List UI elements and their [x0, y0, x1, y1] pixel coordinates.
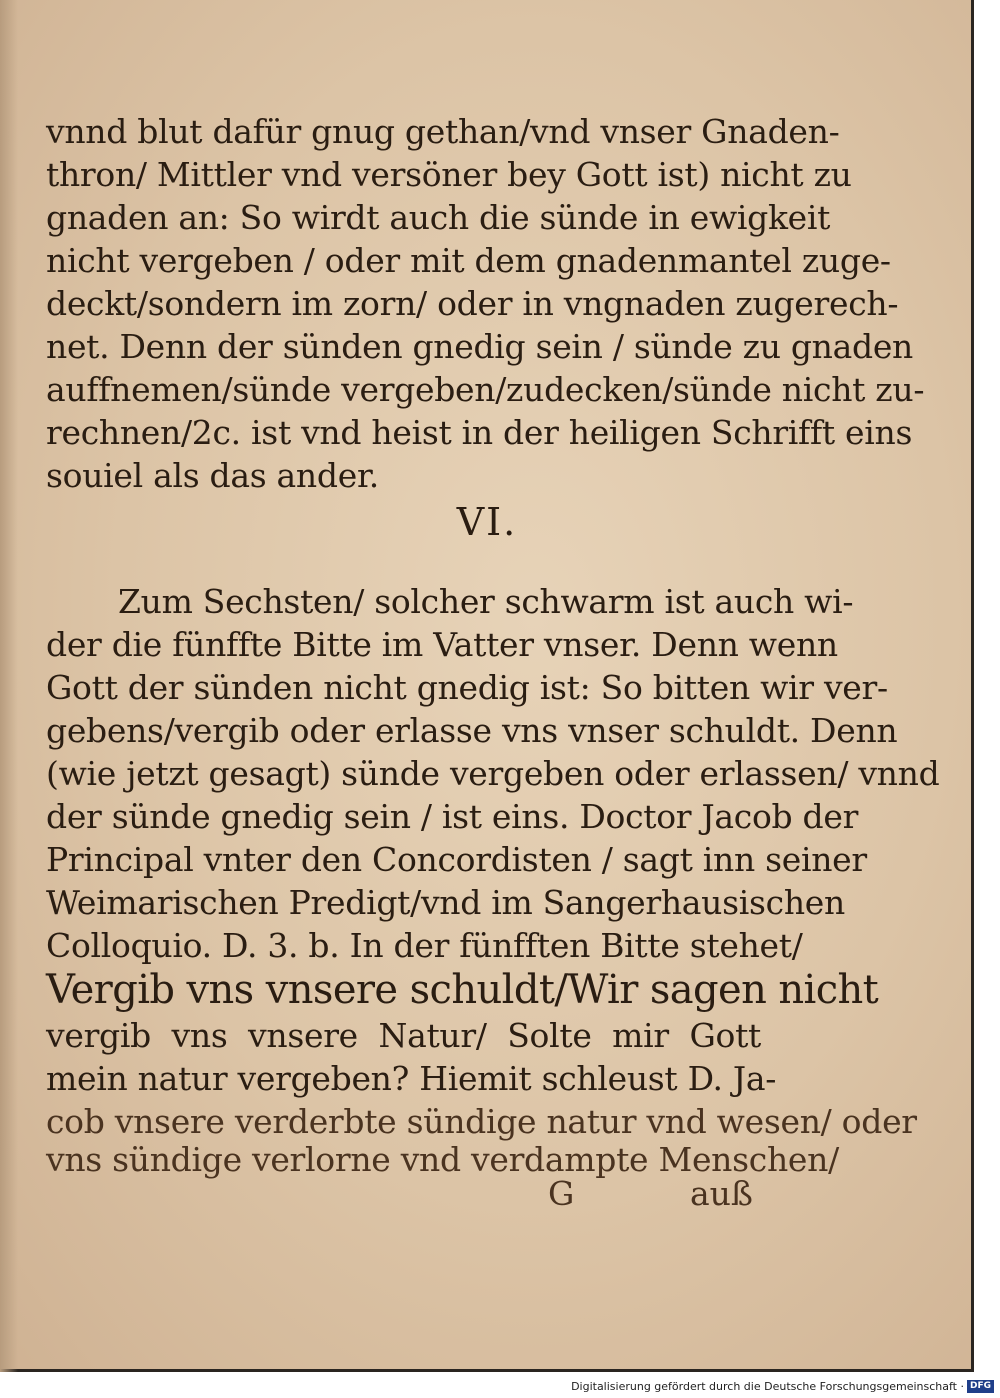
text-line: vnnd blut dafür gnug gethan/vnd vnser Gnaden-: [46, 112, 840, 151]
text-line: Colloquio. D. 3. b. In der fünfften Bitte stehet/: [46, 926, 803, 965]
text-line: nicht vergeben / oder mit dem gnadenmantel zuge-: [46, 241, 891, 280]
page-gutter-shadow: [0, 0, 18, 1372]
text-line: Gott der sünden nicht gnedig ist: So bitten wir ver-: [46, 668, 888, 707]
text-line: rechnen/2c. ist vnd heist in der heiligen Schrifft eins: [46, 413, 913, 452]
text-line: Weimarischen Predigt/vnd im Sangerhausischen: [46, 883, 845, 922]
text-line: Principal vnter den Concordisten / sagt inn seiner: [46, 840, 867, 879]
text-line: auffnemen/sünde vergeben/zudecken/sünde nicht zu-: [46, 370, 925, 409]
text-line: souiel als das ander.: [46, 456, 379, 495]
text-line: der die fünffte Bitte im Vatter vnser. Denn wenn: [46, 625, 838, 664]
text-line: thron/ Mittler vnd versöner bey Gott ist) nicht zu: [46, 155, 852, 194]
text-line: der sünde gnedig sein / ist eins. Doctor Jacob der: [46, 797, 859, 836]
text-line: vns sündige verlorne vnd verdampte Menschen/: [46, 1140, 839, 1179]
text-line: net. Denn der sünden gnedig sein / sünde zu gnaden: [46, 327, 914, 366]
text-line: Zum Sechsten/ solcher schwarm ist auch wi-: [118, 582, 854, 621]
text-line: (wie jetzt gesagt) sünde vergeben oder erlassen/ vnnd: [46, 754, 940, 793]
dfg-logo-icon: DFG: [967, 1380, 994, 1393]
text-line: Vergib vns vnsere schuldt/Wir sagen nicht: [46, 967, 879, 1013]
section-heading: VI.: [456, 500, 518, 544]
credit-text: Digitalisierung gefördert durch die Deutsche Forschungsgemeinschaft ·: [571, 1380, 964, 1393]
text-line: gnaden an: So wirdt auch die sünde in ewigkeit: [46, 198, 831, 237]
text-line: mein natur vergeben? Hiemit schleust D. Ja-: [46, 1059, 777, 1098]
text-line: cob vnsere verderbte sündige natur vnd wesen/ oder: [46, 1102, 917, 1141]
text-line: gebens/vergib oder erlasse vns vnser schuldt. Denn: [46, 711, 898, 750]
catchword: auß: [690, 1174, 753, 1213]
text-line: vergib vns vnsere Natur/ Solte mir Gott: [46, 1016, 761, 1055]
digitization-credit: [571, 1380, 994, 1393]
text-line: deckt/sondern im zorn/ oder in vngnaden zugerech-: [46, 284, 899, 323]
signature-mark: G: [548, 1174, 575, 1213]
